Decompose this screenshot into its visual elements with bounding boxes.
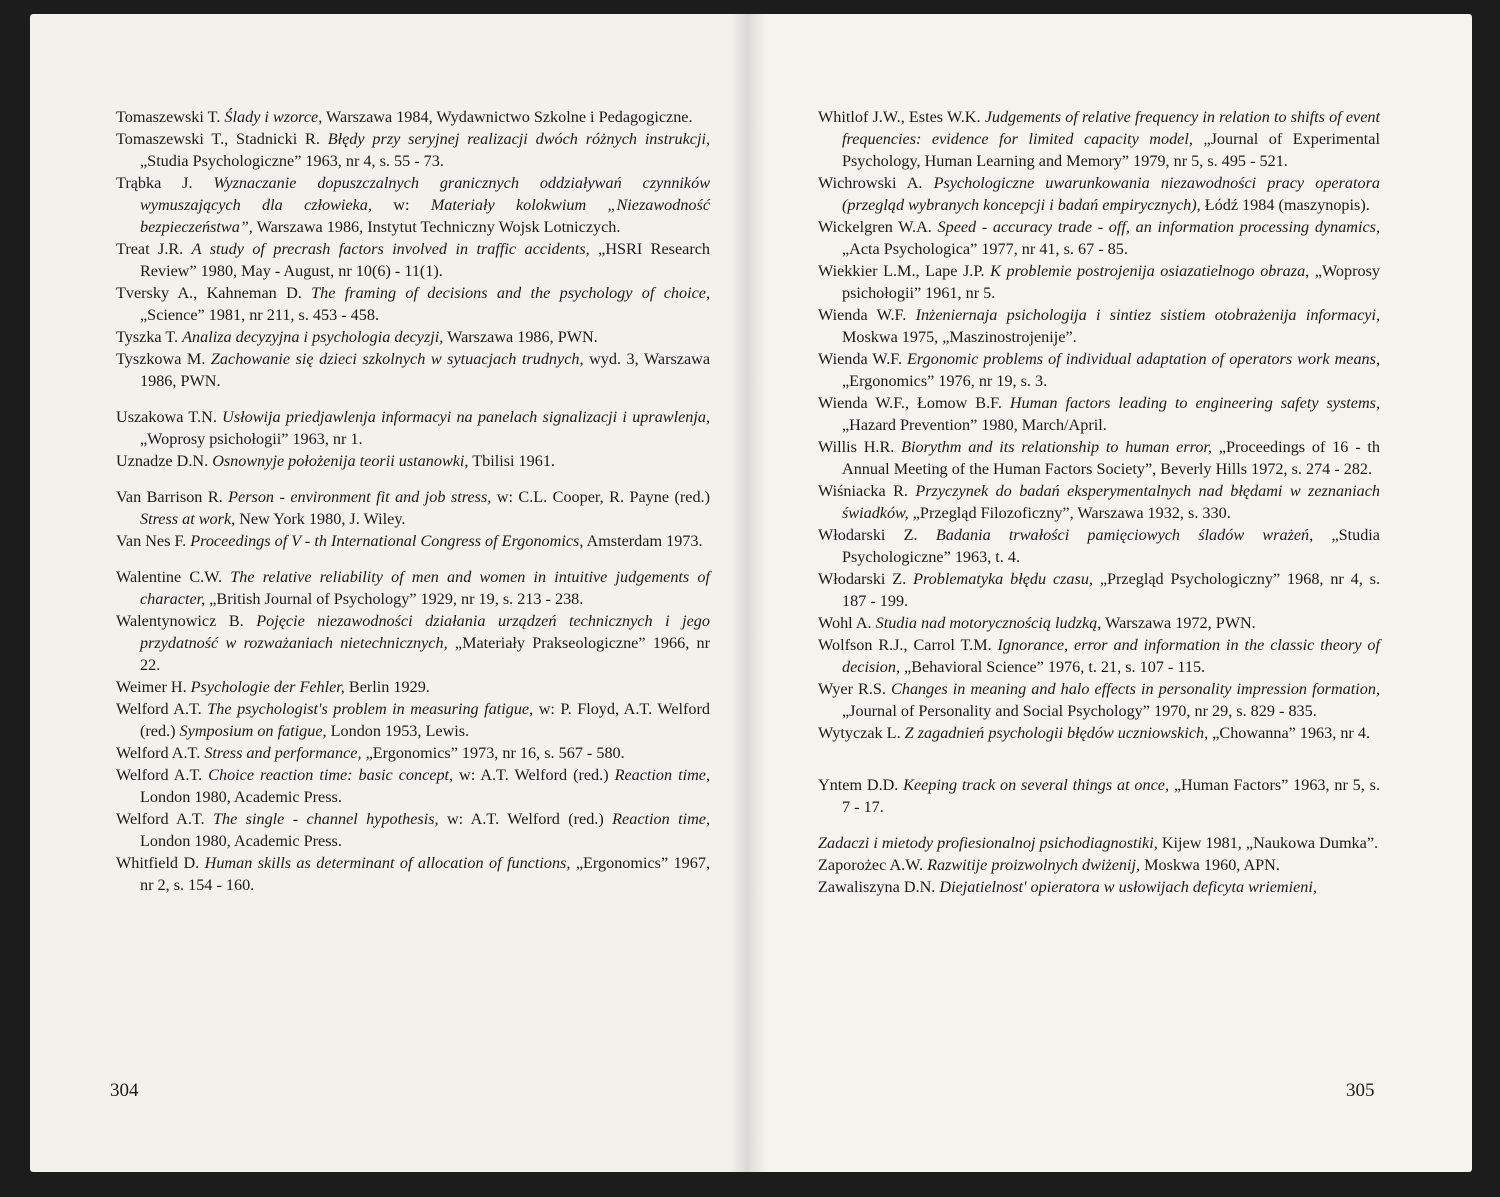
entry-author: Van Nes F. — [116, 532, 191, 550]
entry-author: Walentine C.W. — [116, 568, 231, 586]
entry-author: Wolfson R.J., Carrol T.M. — [818, 636, 998, 654]
entry-source: „Przegląd Filozoficzny”, Warszawa 1932, s. 330. — [908, 504, 1231, 522]
entry-source: „Hazard Prevention” 1980, March/April. — [842, 416, 1107, 434]
entry-title: Psychologiczne uwarunkowania niezawodności pracy operatora (przegląd wybranych koncepcji i badań empirycznych), — [842, 174, 1380, 214]
bibliography-entry — [818, 480, 1380, 524]
left-page — [30, 14, 748, 1172]
bibliography-column-left — [116, 106, 710, 896]
entry-source: „Journal of Personality and Social Psychology” 1970, nr 29, s. 829 - 835. — [842, 702, 1317, 720]
page-number-right: 305 — [1346, 1080, 1375, 1101]
entry-source: „Przegląd Psychologiczny” 1968, nr 4, s. 187 - 199. — [842, 570, 1380, 610]
bibliography-entry — [818, 172, 1380, 216]
entry-title: Ignorance, error and information in the classic theory of decision, — [842, 636, 1380, 676]
bibliography-entry — [818, 876, 1380, 898]
entry-source: Amsterdam 1973. — [583, 532, 703, 550]
entry-source: „Studia Psychologiczne” 1963, t. 4. — [842, 526, 1380, 566]
entry-author: Włodarski Z. — [818, 526, 936, 544]
bibliography-entry — [818, 524, 1380, 568]
entry-title: Studia nad motorycznością ludzką, — [875, 614, 1102, 632]
bibliography-column-right — [818, 106, 1380, 898]
entry-author: Walentynowicz B. — [116, 612, 257, 630]
entry-title: Razwitije proizwolnych dwiżenij, — [927, 856, 1141, 874]
entry-source: „Acta Psychologica” 1977, nr 41, s. 67 - 85. — [842, 240, 1128, 258]
entry-source: „Ergonomics” 1967, nr 2, s. 154 - 160. — [140, 854, 710, 894]
entry-author: Wiekkier L.M., Lape J.P. — [818, 262, 991, 280]
bibliography-entry — [116, 172, 710, 238]
entry-author: Wichrowski A. — [818, 174, 934, 192]
entry-title: The framing of decisions and the psychology of choice, — [311, 284, 711, 302]
bibliography-entry — [818, 106, 1380, 172]
entry-source: „Journal of Experimental Psychology, Human Learning and Memory” 1979, nr 5, s. 495 - 521. — [842, 130, 1380, 170]
entry-author: Wienda W.F. — [818, 350, 908, 368]
entry-title: Human factors leading to engineering safety systems, — [1009, 394, 1381, 412]
entry-source: „Materiały Prakseologiczne” 1966, nr 22. — [140, 634, 711, 674]
bibliography-entry — [818, 436, 1380, 480]
entry-author: Tomaszewski T. — [116, 108, 225, 126]
bibliography-entry — [116, 566, 710, 610]
bibliography-entry — [116, 676, 710, 698]
entry-source: Warszawa 1986, PWN. — [443, 328, 598, 346]
entry-title: Materiały kolokwium „Niezawodność bezpieczeństwa”, — [140, 196, 711, 236]
entry-source: w: C.L. Cooper, R. Payne (red.) — [491, 488, 710, 506]
bibliography-entry — [116, 530, 710, 552]
entry-author: Zaporożec A.W. — [818, 856, 928, 874]
entry-author: Wohl A. — [818, 614, 876, 632]
bibliography-entry — [818, 774, 1380, 818]
entry-title: Biorythm and its relationship to human error, — [901, 438, 1212, 456]
entry-source: Moskwa 1960, APN. — [1140, 856, 1280, 874]
entry-author: Zawaliszyna D.N. — [818, 878, 940, 896]
entry-source: Moskwa 1975, „Maszinostrojenije”. — [842, 328, 1077, 346]
entry-author: Wickelgren W.A. — [818, 218, 938, 236]
bibliography-entry — [116, 128, 710, 172]
bibliography-entry — [116, 610, 710, 676]
entry-title: Pojęcie niezawodności działania urządzeń technicznych i jego przydatność w rozważaniach nietechnicznych, — [140, 612, 710, 652]
entry-title: Zachowanie się dzieci szkolnych w sytuacjach trudnych, — [210, 350, 584, 368]
entry-source: „British Journal of Psychology” 1929, nr 19, s. 213 - 238. — [205, 590, 584, 608]
bibliography-entry — [818, 678, 1380, 722]
entry-author: Tomaszewski T., Stadnicki R. — [116, 130, 328, 148]
entry-source: London 1980, Academic Press. — [140, 832, 342, 850]
entry-source: Warszawa 1972, PWN. — [1101, 614, 1256, 632]
entry-title: Reaction time, — [612, 810, 711, 828]
entry-author: Welford A.T. — [116, 700, 208, 718]
entry-source: „Ergonomics” 1976, nr 19, s. 3. — [842, 372, 1048, 390]
entry-title: Usłowija priedjawlenja informacyi na panelach signalizacji i uprawlenja, — [222, 408, 710, 426]
entry-source: Tbilisi 1961. — [468, 452, 555, 470]
entry-author: Whitfield D. — [116, 854, 205, 872]
entry-source: „Human Factors” 1963, nr 5, s. 7 - 17. — [842, 776, 1380, 816]
bibliography-entry — [116, 698, 710, 742]
bibliography-entry — [116, 348, 710, 392]
entry-title: Wyznaczanie dopuszczalnych granicznych oddziaływań czynników wymuszających dla człowieka, — [140, 174, 710, 214]
entry-source: „Proceedings of 16 - th Annual Meeting of the Human Factors Society”, Beverly Hills 1972, s. 274 - 282. — [842, 438, 1380, 478]
entry-author: Yntem D.D. — [818, 776, 904, 794]
entry-title: Z zagadnień psychologii błędów uczniowskich, — [904, 724, 1209, 742]
bibliography-entry — [116, 742, 710, 764]
entry-source: London 1953, Lewis. — [326, 722, 470, 740]
entry-title: Person - environment fit and job stress, — [228, 488, 492, 506]
entry-title: K problemie postrojenija osiazatielnogo obraza, — [990, 262, 1310, 280]
bibliography-entry — [818, 832, 1380, 854]
entry-title: Diejatielnost' opieratora w usłowijach deficyta wriemieni, — [939, 878, 1317, 896]
entry-title: Changes in meaning and halo effects in personality impression formation, — [891, 680, 1380, 698]
entry-title: Inżeniernaja psichologija i sintiez sistiem otobrażenija informacyi, — [915, 306, 1380, 324]
bibliography-entry — [116, 238, 710, 282]
entry-title: Reaction time, — [614, 766, 710, 784]
entry-source: Berlin 1929. — [344, 678, 430, 696]
entry-author: Wytyczak L. — [818, 724, 905, 742]
entry-title: Przyczynek do badań eksperymentalnych nad błędami w zeznaniach świadków, — [842, 482, 1380, 522]
entry-source: „HSRI Research Review” 1980, May - August, nr 10(6) - 11(1). — [140, 240, 710, 280]
bibliography-entry — [116, 852, 710, 896]
entry-source: Kijew 1981, „Naukowa Dumka”. — [1157, 834, 1379, 852]
bibliography-entry — [818, 260, 1380, 304]
bibliography-entry — [818, 392, 1380, 436]
entry-author: Wiśniacka R. — [818, 482, 916, 500]
entry-author: Wienda W.F. — [818, 306, 916, 324]
entry-source: „Studia Psychologiczne” 1963, nr 4, s. 55 - 73. — [140, 152, 444, 170]
entry-title: Human skills as determinant of allocation of functions, — [204, 854, 571, 872]
page-number-left: 304 — [110, 1080, 139, 1101]
entry-author: Welford A.T. — [116, 766, 209, 784]
entry-source: „Behavioral Science” 1976, t. 21, s. 107 - 115. — [900, 658, 1206, 676]
entry-title: The relative reliability of men and women in intuitive judgements of character, — [140, 568, 710, 608]
entry-source: „Woprosy psichołogii” 1961, nr 5. — [842, 262, 1380, 302]
bibliography-entry — [116, 486, 710, 530]
entry-title: Speed - accuracy trade - off, an information processing dynamics, — [937, 218, 1381, 236]
bibliography-entry — [818, 612, 1380, 634]
book-gutter — [730, 14, 766, 1172]
entry-author: Tyszka T. — [116, 328, 183, 346]
entry-title: Stress and performance, — [204, 744, 362, 762]
entry-author: Tversky A., Kahneman D. — [116, 284, 312, 302]
bibliography-entry — [818, 854, 1380, 876]
entry-title: Błędy przy seryjnej realizacji dwóch różnych instrukcji, — [327, 130, 711, 148]
entry-source: London 1980, Academic Press. — [140, 788, 342, 806]
bibliography-entry — [116, 808, 710, 852]
entry-source: w: — [371, 196, 431, 214]
bibliography-entry — [116, 764, 710, 808]
bibliography-entry — [818, 634, 1380, 678]
entry-source: Warszawa 1984, Wydawnictwo Szkolne i Pedagogiczne. — [322, 108, 693, 126]
bibliography-entry — [116, 450, 710, 472]
entry-source: wyd. 3, Warszawa 1986, PWN. — [140, 350, 711, 390]
entry-source: New York 1980, J. Wiley. — [235, 510, 406, 528]
entry-author: Uznadze D.N. — [116, 452, 213, 470]
entry-source: „Science” 1981, nr 211, s. 453 - 458. — [140, 306, 380, 324]
entry-title: Ślady i wzorce, — [224, 108, 323, 126]
entry-title: Badania trwałości pamięciowych śladów wrażeń, — [935, 526, 1314, 544]
bibliography-entry — [116, 282, 710, 326]
entry-author: Uszakowa T.N. — [116, 408, 223, 426]
entry-author: Willis H.R. — [818, 438, 902, 456]
entry-source: w: A.T. Welford (red.) — [438, 810, 613, 828]
bibliography-entry — [818, 216, 1380, 260]
entry-title: Problematyka błędu czasu, — [913, 570, 1093, 588]
entry-author: Van Barrison R. — [116, 488, 229, 506]
entry-title: Zadaczi i mietody profiesionalnoj psichodiagnostiki, — [818, 834, 1158, 852]
bibliography-entry — [116, 326, 710, 348]
entry-author: Welford A.T. — [116, 744, 205, 762]
entry-title: Choice reaction time: basic concept, — [208, 766, 454, 784]
entry-author: Treat J.R. — [116, 240, 192, 258]
entry-title: Judgements of relative frequency in relation to shifts of event frequencies: evidence for limited capacity model, — [842, 108, 1380, 148]
entry-source: „Chowanna” 1963, nr 4. — [1208, 724, 1371, 742]
entry-title: Osnownyje położenija teorii ustanowki, — [212, 452, 469, 470]
entry-author: Wienda W.F., Łomow B.F. — [818, 394, 1010, 412]
bibliography-entry — [818, 348, 1380, 392]
entry-title: A study of precrash factors involved in traffic accidents, — [191, 240, 590, 258]
entry-author: Trąbka J. — [116, 174, 214, 192]
entry-author: Whitlof J.W., Estes W.K. — [818, 108, 985, 126]
entry-source: w: A.T. Welford (red.) — [453, 766, 615, 784]
entry-title: The psychologist's problem in measuring fatigue, — [207, 700, 534, 718]
entry-title: Proceedings of V - th International Congress of Ergonomics, — [190, 532, 584, 550]
entry-author: Tyszkowa M. — [116, 350, 211, 368]
bibliography-entry — [818, 722, 1380, 744]
entry-author: Włodarski Z. — [818, 570, 914, 588]
entry-source: w: P. Floyd, A.T. Welford (red.) — [140, 700, 710, 740]
entry-title: The single - channel hypothesis, — [213, 810, 439, 828]
entry-title: Symposium on fatigue, — [179, 722, 327, 740]
entry-title: Keeping track on several things at once, — [903, 776, 1169, 794]
entry-author: Welford A.T. — [116, 810, 213, 828]
right-page — [748, 14, 1472, 1172]
entry-title: Stress at work, — [140, 510, 236, 528]
entry-author: Weimer H. — [116, 678, 191, 696]
bibliography-entry — [116, 406, 710, 450]
entry-source: „Ergonomics” 1973, nr 16, s. 567 - 580. — [361, 744, 625, 762]
bibliography-entry — [818, 568, 1380, 612]
entry-source: Warszawa 1986, Instytut Techniczny Wojsk Lotniczych. — [252, 218, 621, 236]
bibliography-entry — [116, 106, 710, 128]
entry-author: Wyer R.S. — [818, 680, 892, 698]
entry-title: Analiza decyzyjna i psychologia decyzji, — [182, 328, 444, 346]
bibliography-entry — [818, 304, 1380, 348]
entry-source: „Woprosy psichołogii” 1963, nr 1. — [140, 430, 363, 448]
entry-title: Ergonomic problems of individual adaptation of operators work means, — [907, 350, 1380, 368]
entry-source: Łódź 1984 (maszynopis). — [1200, 196, 1370, 214]
entry-title: Psychologie der Fehler, — [190, 678, 345, 696]
